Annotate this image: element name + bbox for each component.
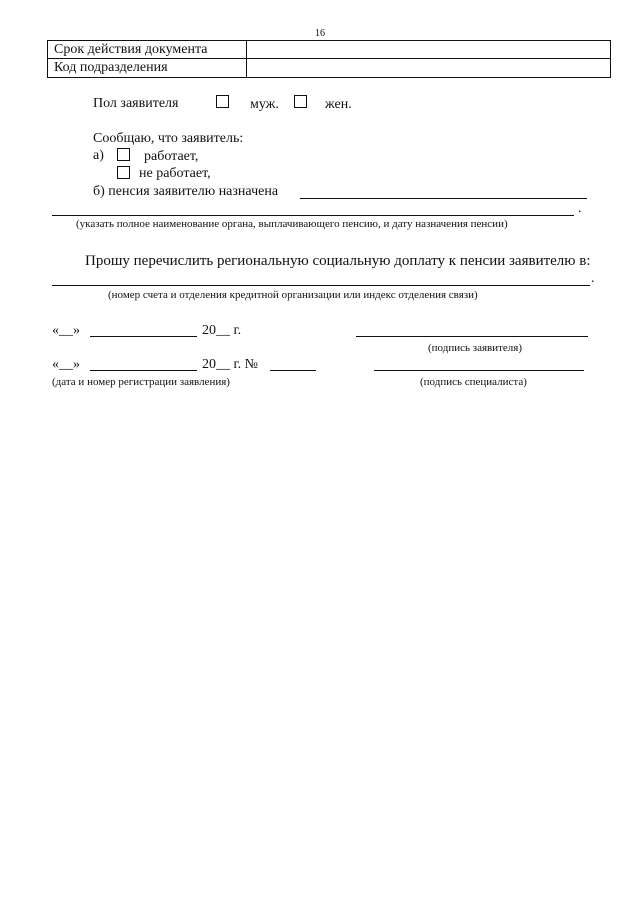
- applicant-date-year: 20__ г.: [202, 323, 242, 338]
- division-code-label: Код подразделения: [54, 60, 168, 75]
- account-hint: (номер счета и отделения кредитной организации или индекс отделения связи): [108, 289, 478, 301]
- applicant-date-day: «__»: [52, 323, 80, 338]
- document-details-table: [47, 40, 611, 78]
- account-details-line[interactable]: [52, 285, 590, 286]
- registration-date-day: «__»: [52, 357, 80, 372]
- working-label: работает,: [144, 149, 199, 164]
- applicant-signature-line[interactable]: [356, 336, 588, 337]
- pension-hint: (указать полное наименование органа, выплачивающего пенсию, и дату назначения пенсии): [76, 218, 508, 230]
- transfer-trailing-period: .: [591, 271, 595, 286]
- page-number: 16: [315, 28, 325, 39]
- gender-label: Пол заявителя: [93, 96, 179, 111]
- not-working-label: не работает,: [139, 166, 211, 181]
- pension-trailing-period: .: [578, 201, 582, 216]
- not-working-checkbox[interactable]: [117, 166, 130, 179]
- registration-caption: (дата и номер регистрации заявления): [52, 376, 230, 388]
- applicant-date-month-line[interactable]: [90, 336, 197, 337]
- male-checkbox[interactable]: [216, 95, 229, 108]
- male-label: муж.: [250, 97, 279, 112]
- table-row: [48, 59, 610, 77]
- pension-assigned-label: б) пенсия заявителю назначена: [93, 184, 279, 199]
- table-row: [48, 41, 610, 59]
- registration-number-line[interactable]: [270, 370, 316, 371]
- transfer-request: Прошу перечислить региональную социальную доплату к пенсии заявителю в:: [85, 253, 591, 269]
- specialist-signature-caption: (подпись специалиста): [420, 376, 527, 388]
- document-validity-label: Срок действия документа: [54, 42, 208, 57]
- pension-organ-line[interactable]: [300, 198, 587, 199]
- applicant-signature-caption: (подпись заявителя): [428, 342, 523, 354]
- option-a-prefix: а): [93, 148, 104, 163]
- specialist-signature-line[interactable]: [374, 370, 584, 371]
- female-checkbox[interactable]: [294, 95, 307, 108]
- registration-date-month-line[interactable]: [90, 370, 197, 371]
- division-code-field[interactable]: [246, 59, 610, 77]
- status-intro: Сообщаю, что заявитель:: [93, 131, 244, 146]
- registration-date-year: 20__ г. №: [202, 357, 259, 372]
- working-checkbox[interactable]: [117, 148, 130, 161]
- document-validity-field[interactable]: [246, 41, 610, 58]
- female-label: жен.: [325, 97, 352, 112]
- pension-organ-line-continued[interactable]: [52, 215, 574, 216]
